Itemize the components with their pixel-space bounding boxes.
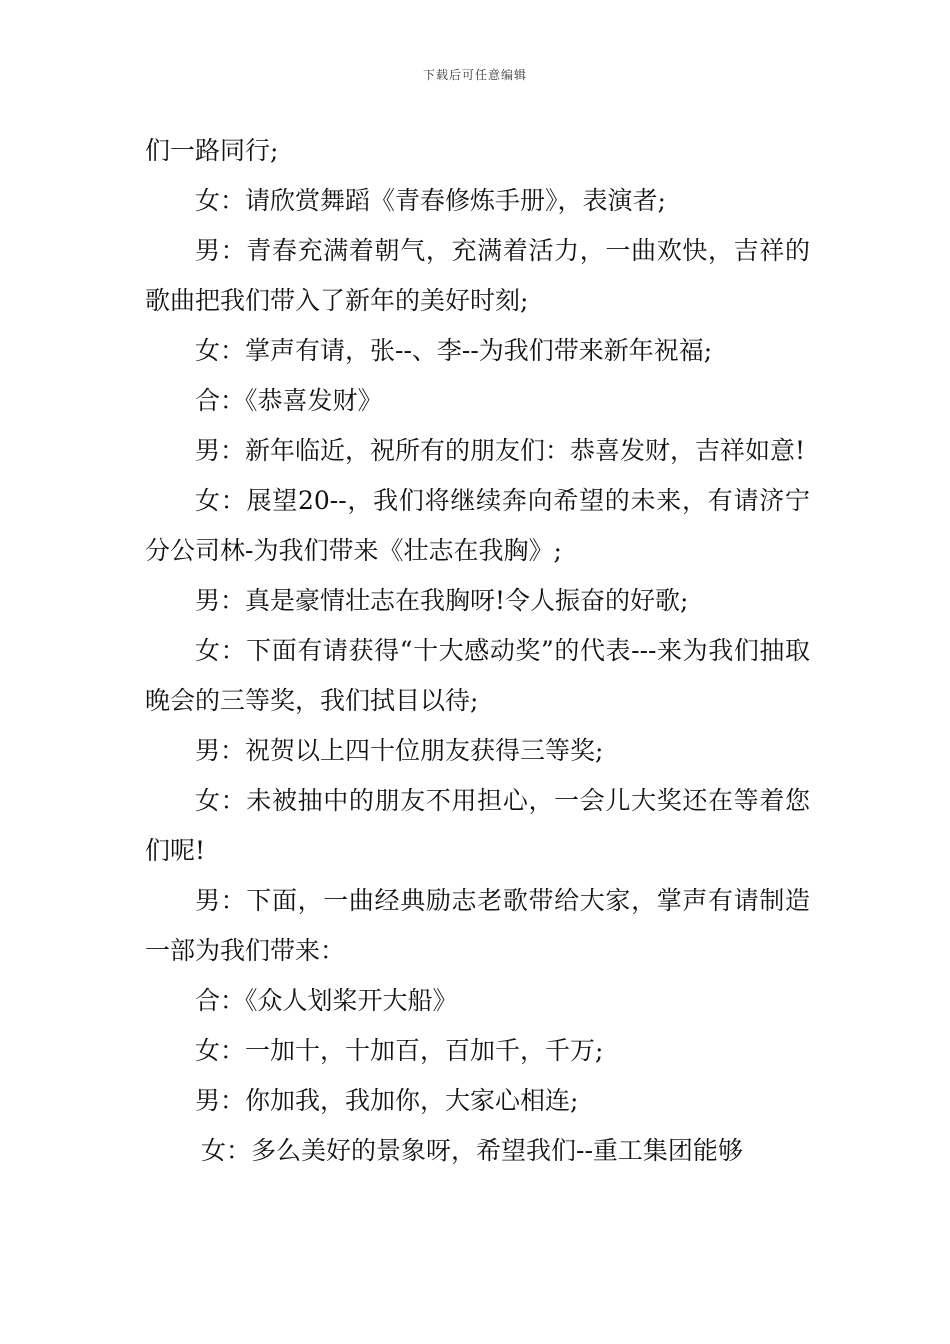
paragraph-3: 男：青春充满着朝气，充满着活力，一曲欢快，吉祥的歌曲把我们带入了新年的美好时刻;: [145, 236, 810, 315]
paragraph-2: 女：请欣赏舞蹈《青春修炼手册》，表演者;: [195, 186, 666, 215]
paragraph-14: 女：一加十，十加百，百加千，千万;: [195, 1036, 604, 1065]
page-header: 下载后可任意编辑: [422, 68, 527, 82]
paragraph-7: 女：展望20--，我们将继续奔向希望的未来，有请济宁分公司林-为我们带来《壮志在我胸》;: [145, 486, 810, 565]
document-body: [145, 126, 810, 1176]
paragraph-12: 男：下面，一曲经典励志老歌带给大家，掌声有请制造一部为我们带来：: [145, 886, 810, 965]
paragraph-1: 们一路同行;: [145, 136, 279, 165]
paragraph-16: 女：多么美好的景象呀，希望我们--重工集团能够: [201, 1136, 743, 1165]
paragraph-4: 女：掌声有请，张--、李--为我们带来新年祝福;: [195, 336, 713, 365]
paragraph-13: 合：《众人划桨开大船》: [195, 986, 458, 1015]
paragraph-8: 男：真是豪情壮志在我胸呀!令人振奋的好歌;: [195, 586, 689, 615]
paragraph-15: 男：你加我，我加你，大家心相连;: [195, 1086, 579, 1115]
paragraph-10: 男：祝贺以上四十位朋友获得三等奖;: [195, 736, 604, 765]
paragraph-9: 女：下面有请获得“十大感动奖”的代表---来为我们抽取晚会的三等奖，我们拭目以待;: [145, 636, 810, 715]
paragraph-11: 女：未被抽中的朋友不用担心，一会儿大奖还在等着您们呢!: [145, 786, 810, 865]
paragraph-6: 男：新年临近，祝所有的朋友们：恭喜发财，吉祥如意!: [195, 436, 806, 465]
paragraph-5: 合：《恭喜发财》: [195, 386, 383, 415]
